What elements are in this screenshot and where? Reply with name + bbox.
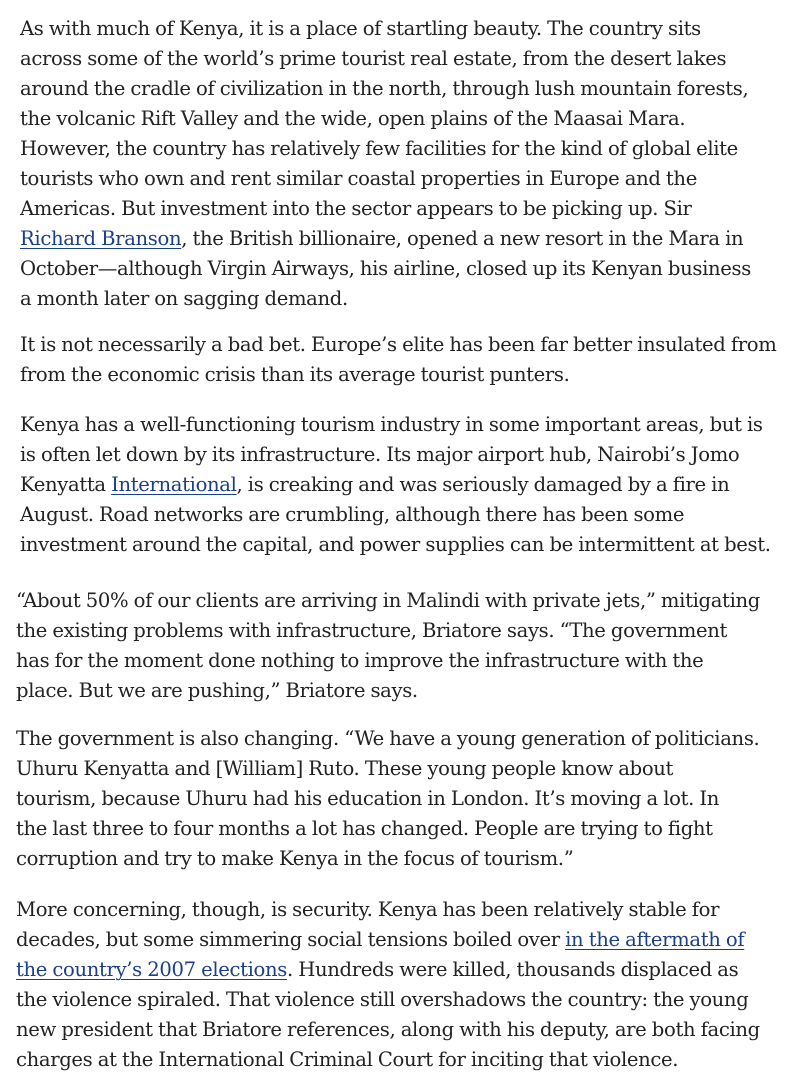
text-line: Uhuru Kenyatta and [William] Ruto. These young people know about xyxy=(16,757,674,780)
text-segment: , the British billionaire, opened a new resort in the Mara in xyxy=(181,227,744,250)
text-line: As with much of Kenya, it is a place of startling beauty. The country sits xyxy=(20,17,701,40)
text-line: place. But we are pushing,” Briatore says. xyxy=(16,679,418,702)
text-line: More concerning, though, is security. Kenya has been relatively stable for xyxy=(16,898,720,921)
text-line: is often let down by its infrastructure. Its major airport hub, Nairobi’s Jomo xyxy=(20,443,740,466)
text-line: The government is also changing. “We have a young generation of politicians. xyxy=(16,727,760,750)
text-line: tourists who own and rent similar coastal properties in Europe and the xyxy=(20,167,697,190)
text-line: the existing problems with infrastructure, Briatore says. “The government xyxy=(16,619,728,642)
international-link[interactable]: International xyxy=(111,473,237,496)
paragraph-government-quote xyxy=(16,724,759,874)
text-line xyxy=(16,955,760,985)
paragraph-elite-bet xyxy=(20,330,776,390)
text-line: a month later on sagging demand. xyxy=(20,287,348,310)
text-line: has for the moment done nothing to improve the infrastructure with the xyxy=(16,649,704,672)
paragraph-kenya-beauty xyxy=(20,14,751,314)
text-line: Kenya has a well-functioning tourism industry in some important areas, but is xyxy=(20,413,763,436)
text-line: across some of the world’s prime tourist real estate, from the desert lakes xyxy=(20,47,727,70)
text-segment: decades, but some simmering social tensions boiled over xyxy=(16,928,566,951)
paragraph-infrastructure xyxy=(20,410,771,560)
text-segment: . Hundreds were killed, thousands displaced as xyxy=(286,958,739,981)
text-line: It is not necessarily a bad bet. Europe’s elite has been far better insulated from xyxy=(20,333,777,356)
text-line: “About 50% of our clients are arriving in Malindi with private jets,” mitigating xyxy=(16,589,760,612)
text-line: October—although Virgin Airways, his airline, closed up its Kenyan business xyxy=(20,257,751,280)
text-line: the last three to four months a lot has changed. People are trying to fight xyxy=(16,817,713,840)
text-line: the volcanic Rift Valley and the wide, open plains of the Maasai Mara. xyxy=(20,107,686,130)
election-aftermath-link-part2[interactable]: the country’s 2007 elections xyxy=(16,958,287,981)
paragraph-security xyxy=(16,895,760,1075)
paragraph-private-jets-quote xyxy=(16,586,760,706)
text-line: from the economic crisis than its average tourist punters. xyxy=(20,363,570,386)
text-line: August. Road networks are crumbling, although there has been some xyxy=(20,503,685,526)
text-line: However, the country has relatively few facilities for the kind of global elite xyxy=(20,137,738,160)
text-line: new president that Briatore references, along with his deputy, are both facing xyxy=(16,1018,760,1041)
text-line: tourism, because Uhuru had his education in London. It’s moving a lot. In xyxy=(16,787,720,810)
text-line: around the cradle of civilization in the north, through lush mountain forests, xyxy=(20,77,749,100)
text-line: the violence spiraled. That violence still overshadows the country: the young xyxy=(16,988,749,1011)
richard-branson-link[interactable]: Richard Branson xyxy=(20,227,182,250)
text-segment: , is creaking and was seriously damaged by a fire in xyxy=(236,473,730,496)
text-line xyxy=(20,224,751,254)
text-line: corruption and try to make Kenya in the focus of tourism.” xyxy=(16,847,574,870)
text-line xyxy=(20,470,771,500)
text-line xyxy=(16,925,760,955)
text-line: charges at the International Criminal Court for inciting that violence. xyxy=(16,1048,679,1071)
text-line: investment around the capital, and power supplies can be intermittent at best. xyxy=(20,533,771,556)
election-aftermath-link-part1[interactable]: in the aftermath of xyxy=(565,928,745,951)
text-line: Americas. But investment into the sector appears to be picking up. Sir xyxy=(20,197,692,220)
text-segment: Kenyatta xyxy=(20,473,112,496)
